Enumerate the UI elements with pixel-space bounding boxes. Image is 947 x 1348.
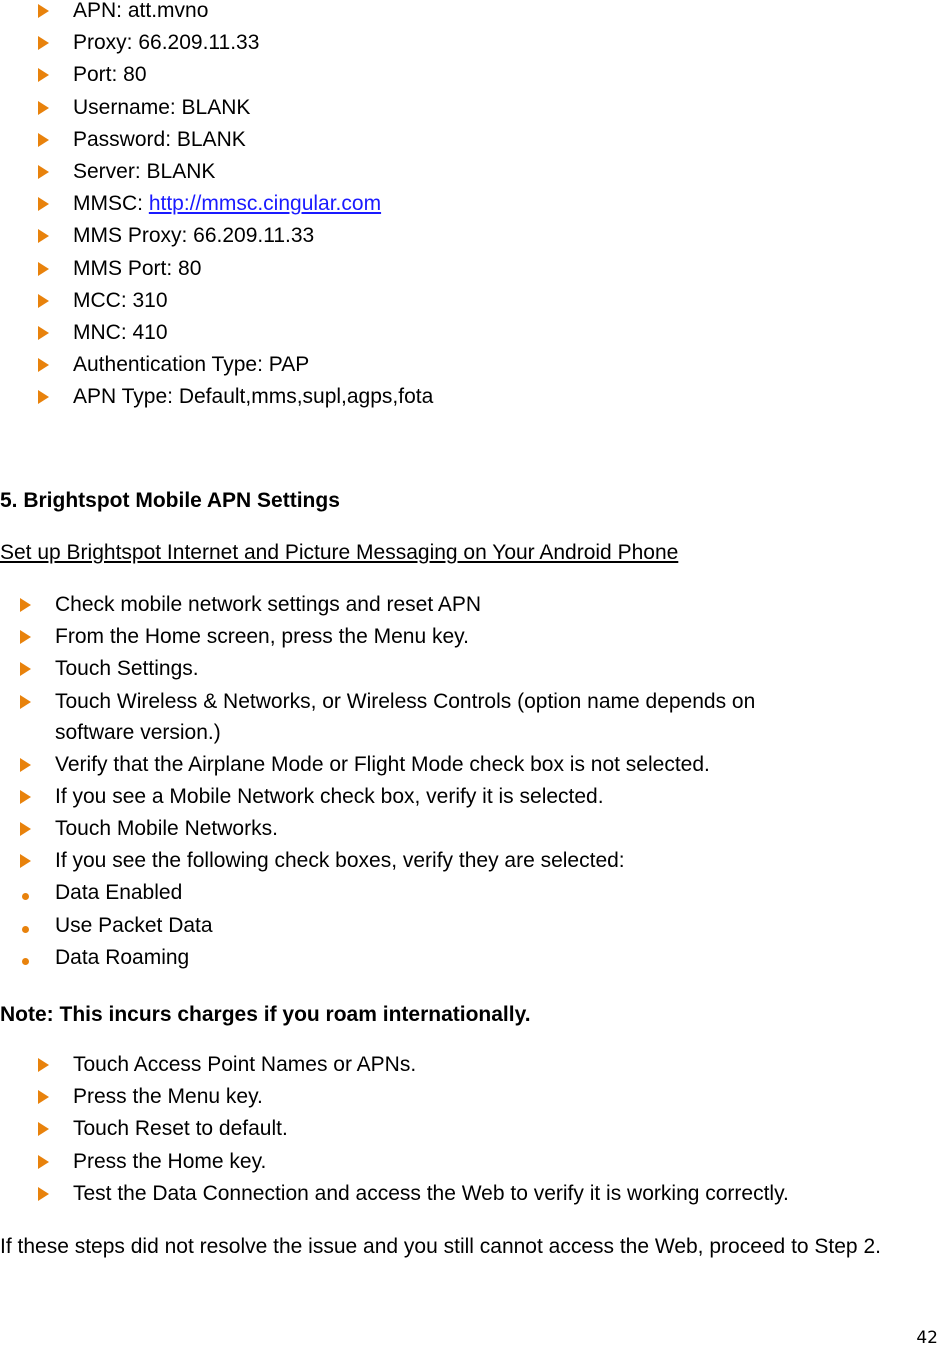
list-item-text: APN: att.mvno: [73, 0, 209, 22]
arrow-bullet-icon: [38, 194, 49, 216]
list-item-text-continued: software version.): [55, 720, 221, 744]
arrow-bullet-icon: [38, 1152, 49, 1174]
list-item: [0, 658, 945, 690]
section-subheading: Set up Brightspot Internet and Picture Messaging on Your Android Phone: [0, 541, 679, 564]
list-item-text: MNC: 410: [73, 320, 168, 344]
list-item: [0, 258, 945, 290]
list-item-text: Username: BLANK: [73, 95, 251, 119]
arrow-bullet-icon: [20, 819, 31, 841]
list-item: [0, 64, 945, 96]
arrow-bullet-icon: [38, 162, 49, 184]
arrow-bullet-icon: [38, 1087, 49, 1109]
arrow-bullet-icon: [38, 1055, 49, 1077]
bullet-dot-icon: [20, 883, 29, 905]
list-item-text: MMSC:: [73, 192, 149, 216]
list-item: [0, 1151, 945, 1183]
mmsc-link[interactable]: http://mmsc.cingular.com: [148, 192, 382, 216]
arrow-bullet-icon: [20, 851, 31, 873]
list-item: [0, 193, 945, 225]
list-item-text: Touch Reset to default.: [73, 1117, 288, 1141]
list-item: [0, 225, 945, 257]
arrow-bullet-icon: [20, 627, 31, 649]
list-item: [0, 161, 945, 193]
arrow-bullet-icon: [20, 659, 31, 681]
list-item-text: Check mobile network settings and reset APN: [55, 593, 482, 616]
section-heading: 5. Brightspot Mobile APN Settings: [0, 489, 340, 512]
list-item-text: Data Roaming: [55, 945, 190, 969]
arrow-bullet-icon: [38, 387, 49, 409]
apn-settings-list: [0, 0, 945, 418]
list-item-text: Server: BLANK: [73, 159, 216, 183]
list-item-text: If you see a Mobile Network check box, verify it is selected.: [55, 784, 604, 808]
list-item: [0, 915, 945, 947]
arrow-bullet-icon: [38, 1119, 49, 1141]
arrow-bullet-icon: [20, 692, 31, 714]
list-item-text: Proxy: 66.209.11.33: [73, 31, 260, 55]
arrow-bullet-icon: [38, 323, 49, 345]
list-item: [0, 786, 945, 818]
arrow-bullet-icon: [20, 595, 31, 617]
list-item-text: Press the Home key.: [73, 1149, 267, 1173]
list-item: [0, 626, 945, 658]
arrow-bullet-icon: [20, 787, 31, 809]
list-item: [0, 1054, 945, 1086]
arrow-bullet-icon: [20, 755, 31, 777]
list-item-text: Verify that the Airplane Mode or Flight Mode check box is not selected.: [55, 752, 710, 776]
list-item-text: Touch Access Point Names or APNs.: [73, 1053, 417, 1076]
bullet-dot-icon: [20, 916, 29, 938]
list-item: [0, 754, 945, 786]
arrow-bullet-icon: [38, 291, 49, 313]
list-item: [0, 386, 945, 418]
list-item: [0, 97, 945, 129]
steps-list: [0, 594, 945, 979]
arrow-bullet-icon: [38, 130, 49, 152]
list-item-text: Password: BLANK: [73, 127, 246, 151]
list-item: [0, 691, 945, 744]
list-item: [0, 129, 945, 161]
list-item: [0, 594, 945, 626]
list-item: [0, 882, 945, 914]
arrow-bullet-icon: [38, 65, 49, 87]
list-item: [0, 947, 945, 979]
arrow-bullet-icon: [38, 355, 49, 377]
note: Note: This incurs charges if you roam internationally.: [0, 1003, 531, 1026]
page-number: 42: [916, 1328, 938, 1348]
list-item: [0, 0, 945, 32]
list-item: [0, 1183, 945, 1215]
list-item-text: MCC: 310: [73, 288, 168, 312]
list-item-text: Touch Mobile Networks.: [55, 816, 278, 840]
closing-paragraph: If these steps did not resolve the issue and you still cannot access the Web, proceed to Step 2.: [0, 1235, 881, 1258]
bullet-dot-icon: [20, 948, 29, 970]
list-item-text: Authentication Type: PAP: [73, 353, 310, 377]
list-item: [0, 32, 945, 64]
list-item: [0, 1118, 945, 1150]
list-item-text: MMS Proxy: 66.209.11.33: [73, 224, 315, 248]
list-item: [0, 1086, 945, 1118]
final-steps-list: [0, 1054, 945, 1215]
list-item-text: From the Home screen, press the Menu key.: [55, 625, 469, 649]
list-item-text: Data Enabled: [55, 881, 183, 905]
arrow-bullet-icon: [38, 98, 49, 120]
list-item-text: Touch Wireless & Networks, or Wireless Controls (option name depends on: [55, 689, 756, 713]
arrow-bullet-icon: [38, 226, 49, 248]
list-item: [0, 354, 945, 386]
arrow-bullet-icon: [38, 1184, 49, 1206]
list-item: [0, 818, 945, 850]
list-item: [0, 850, 945, 882]
list-item-text: MMS Port: 80: [73, 256, 202, 280]
list-item-text: Press the Menu key.: [73, 1085, 263, 1109]
arrow-bullet-icon: [38, 33, 49, 55]
list-item-text: Use Packet Data: [55, 913, 213, 937]
list-item: [0, 290, 945, 322]
arrow-bullet-icon: [38, 1, 49, 23]
arrow-bullet-icon: [38, 259, 49, 281]
list-item: [0, 322, 945, 354]
list-item-text: Test the Data Connection and access the Web to verify it is working correctly.: [73, 1181, 789, 1205]
list-item-text: If you see the following check boxes, verify they are selected:: [55, 849, 625, 873]
list-item-text: APN Type: Default,mms,supl,agps,fota: [73, 385, 434, 409]
list-item-text: Touch Settings.: [55, 657, 199, 681]
list-item-text: Port: 80: [73, 63, 147, 87]
